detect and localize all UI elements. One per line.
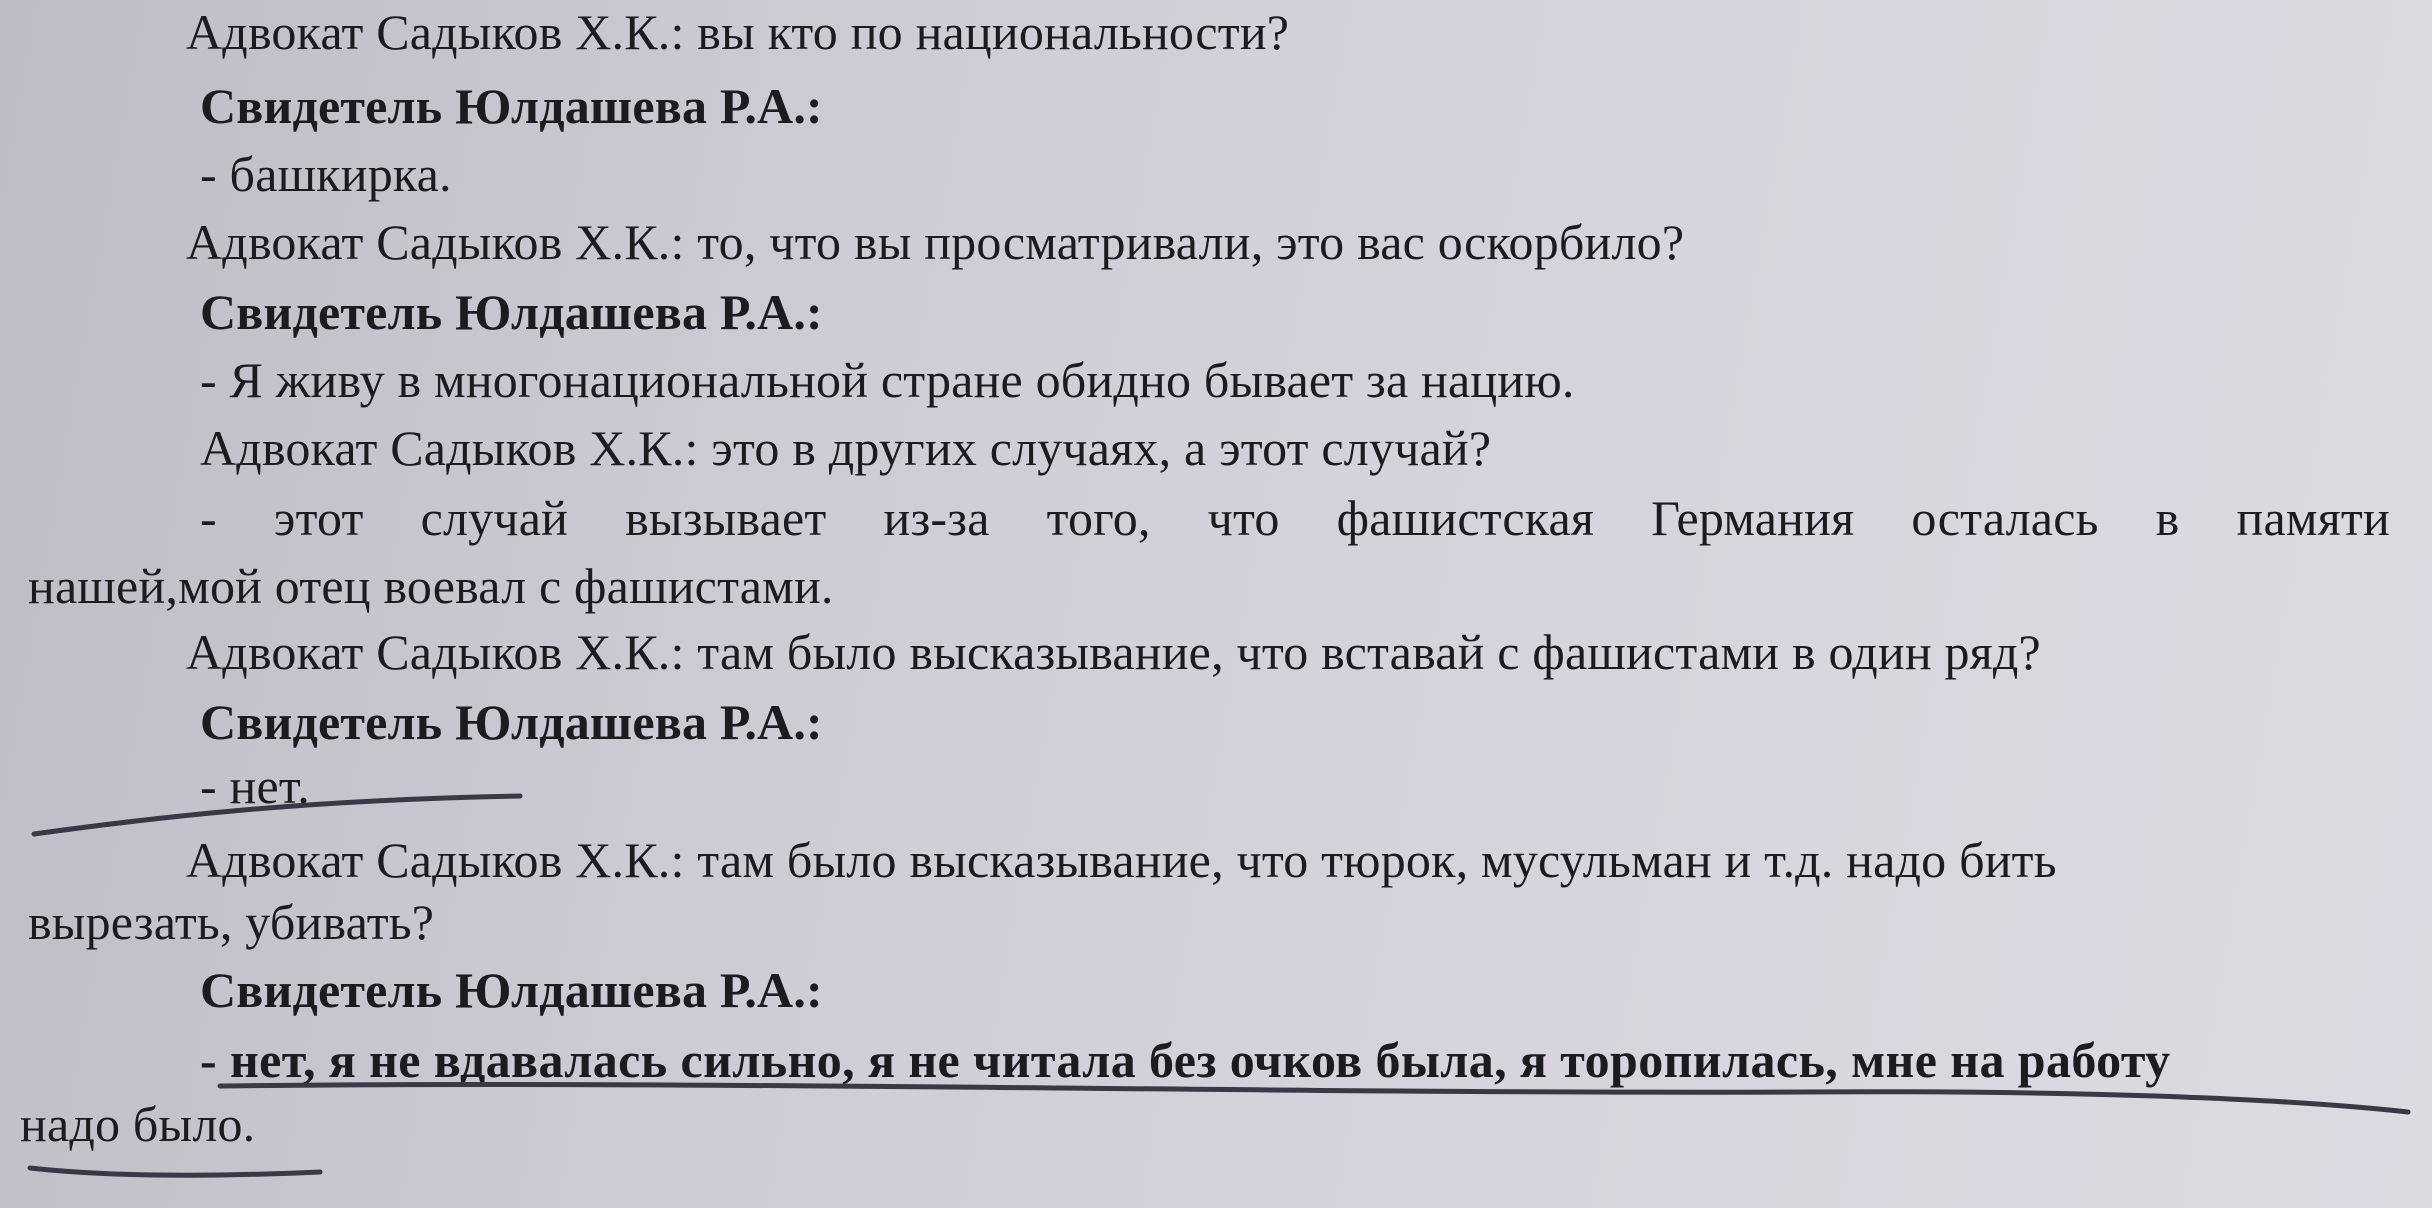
speaker-heading: Свидетель Юлдашева Р.А.: <box>200 694 823 750</box>
text-line: - башкирка. <box>200 146 452 202</box>
word: Германия <box>1651 490 1855 546</box>
word: случай <box>420 490 569 546</box>
text-line: Адвокат Садыков Х.К.: там было высказывание, что тюрок, мусульман и т.д. надо бить <box>186 832 2057 888</box>
speaker-heading: Свидетель Юлдашева Р.А.: <box>200 78 823 134</box>
word: осталась <box>1911 490 2099 546</box>
word: фашистская <box>1336 490 1595 546</box>
text-line: Адвокат Садыков Х.К.: это в других случаях, а этот случай? <box>200 420 1492 476</box>
word: - <box>200 490 217 546</box>
word: что <box>1207 490 1280 546</box>
word: памяти <box>2236 490 2390 546</box>
word: этот <box>273 490 364 546</box>
text-line: - Я живу в многонациональной стране обидно бывает за нацию. <box>200 352 1575 408</box>
text-line: вырезать, убивать? <box>28 894 435 950</box>
text-line: - нет. <box>200 758 310 814</box>
speaker-heading: Свидетель Юлдашева Р.А.: <box>200 962 823 1018</box>
text-line: надо было. <box>20 1096 256 1152</box>
text-line: Адвокат Садыков Х.К.: там было высказывание, что вставай с фашистами в один ряд? <box>186 624 2041 680</box>
word: в <box>2155 490 2180 546</box>
text-line: Адвокат Садыков Х.К.: вы кто по национальности? <box>186 4 1290 60</box>
text-line: - нет, я не вдавалась сильно, я не читала без очков была, я торопилась, мне на работу <box>200 1032 2171 1088</box>
word: того, <box>1046 490 1151 546</box>
speaker-heading: Свидетель Юлдашева Р.А.: <box>200 284 823 340</box>
text-line: Адвокат Садыков Х.К.: то, что вы просматривали, это вас оскорбило? <box>186 214 1685 270</box>
text-line: нашей,мой отец воевал с фашистами. <box>28 558 834 614</box>
word: из-за <box>883 490 990 546</box>
word: вызывает <box>625 490 827 546</box>
